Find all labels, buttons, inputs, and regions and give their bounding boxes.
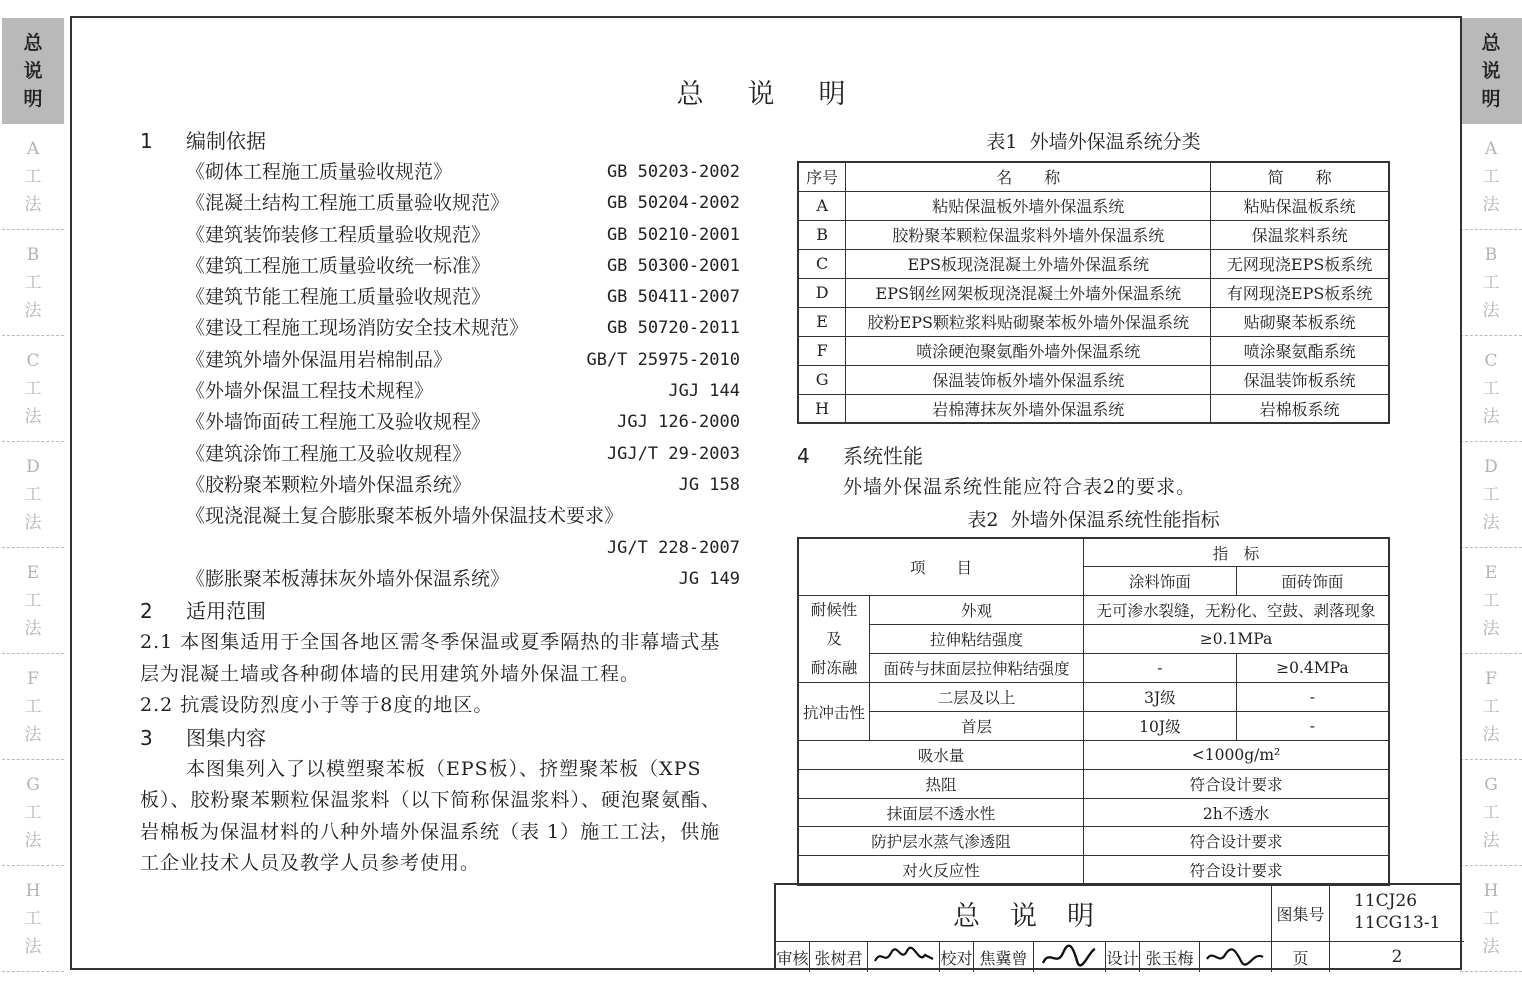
table-cell: G (798, 365, 846, 394)
header-cell: 项 目 (798, 538, 1084, 596)
section-tab-left-4[interactable] (2, 442, 64, 548)
scope-paragraph-1: 2.1 本图集适用于全国各地区需冬季保温或夏季隔热的非幕墙式基层为混凝土墙或各种砌体墙的民用建筑外墙外保温工程。 (140, 631, 721, 685)
standard-item (140, 345, 740, 376)
table-row (798, 307, 1389, 336)
standard-name: 《建筑工程施工质量验收统一标准》 (186, 254, 491, 277)
table-cell: 喷涂聚氨酯系统 (1211, 336, 1389, 365)
table-cell: <1000g/m² (1084, 741, 1389, 770)
table-cell: 无网现浇EPS板系统 (1211, 249, 1389, 278)
section-tab-char: F (1485, 668, 1497, 689)
table-cell: 3J级 (1084, 683, 1237, 712)
section-tab-char: E (1484, 562, 1498, 583)
table-cell: 粘贴保温板外墙外保温系统 (846, 191, 1211, 220)
section-tab-char: 法 (24, 194, 42, 215)
header-cell: 涂料饰面 (1084, 567, 1237, 596)
section-tab-char: C (26, 350, 40, 371)
table-row (798, 769, 1389, 798)
review-label: 审核 (776, 942, 810, 972)
section-number: 4 (797, 444, 810, 468)
group-label-weathering (798, 596, 870, 683)
table-cell: 10J级 (1084, 712, 1237, 741)
table-cell: H (798, 394, 846, 423)
section-tab-char: D (26, 456, 40, 477)
section-tab-left-2[interactable] (2, 230, 64, 336)
table-cell: - (1084, 654, 1237, 683)
table-cell: 岩棉板系统 (1211, 394, 1389, 423)
signature-scribble (1203, 945, 1269, 969)
table-cell: D (798, 278, 846, 307)
section-tab-char: 工 (24, 696, 42, 717)
section-tab-left-5[interactable] (2, 548, 64, 654)
standard-name: 《建筑外墙外保温用岩棉制品》 (186, 348, 453, 371)
table-cell: 喷涂硬泡聚氨酯外墙外保温系统 (846, 336, 1211, 365)
table-cell: 2h不透水 (1084, 798, 1389, 827)
section-tab-char: G (26, 774, 40, 795)
standard-code: JGJ/T 29-2003 (606, 443, 740, 464)
table-row (798, 394, 1389, 423)
group-label-line: 耐候性 (810, 601, 858, 620)
section-tab-left-7[interactable] (2, 760, 64, 866)
group-label-impact: 抗冲击性 (798, 683, 870, 741)
section-tab-char: 工 (1482, 484, 1500, 505)
section-tab-char: 明 (23, 87, 43, 110)
table-1-system-classification (797, 161, 1390, 424)
section-tab-char: 法 (1482, 512, 1500, 533)
table-cell: 对火反应性 (798, 856, 1084, 885)
section-tab-left-1[interactable] (2, 124, 64, 230)
table-cell: 拉伸粘结强度 (870, 625, 1084, 654)
table-label: 表1 (986, 131, 1018, 153)
table-cell: EPS板现浇混凝土外墙外保温系统 (846, 249, 1211, 278)
section-tab-char: 法 (24, 830, 42, 851)
header-cell: 序号 (798, 162, 846, 191)
standard-item (140, 564, 740, 595)
header-cell: 名 称 (846, 162, 1211, 191)
table-cell: 胶粉EPS颗粒浆料贴砌聚苯板外墙外保温系统 (846, 307, 1211, 336)
section-tab-char: A (1484, 138, 1498, 159)
table-row (798, 856, 1389, 885)
reviewer-signature (868, 942, 940, 972)
table-row (798, 220, 1389, 249)
check-label: 校对 (940, 942, 974, 972)
section-tab-char: 工 (1482, 908, 1500, 929)
contents-paragraph: 本图集列入了以模塑聚苯板（EPS板）、挤塑聚苯板（XPS板）、胶粉聚苯颗粒保温浆料（以下简称保温浆料）、硬泡聚氨酯、岩棉板为保温材料的八种外墙外保温系统（表 1）施工工法，供施工企业技术人员及教学人员参考使用。 (140, 757, 722, 875)
table-row (798, 249, 1389, 278)
table-row (798, 625, 1389, 654)
table-cell: 无可渗水裂缝，无粉化、空鼓、剥落现象 (1084, 596, 1389, 625)
reviewer-name: 张树君 (810, 942, 868, 972)
standard-code: JG 158 (678, 474, 740, 495)
section-tab-right-4[interactable] (1460, 442, 1522, 548)
section-3-heading (140, 722, 740, 754)
table-cell: 首层 (870, 712, 1084, 741)
section-tab-char: H (1483, 880, 1499, 901)
section-number: 1 (140, 129, 153, 153)
table-2-caption (797, 505, 1390, 532)
standard-item (140, 533, 740, 564)
table-cell: 面砖与抹面层拉伸粘结强度 (870, 654, 1084, 683)
section-tab-char: 工 (24, 166, 42, 187)
standard-item (140, 157, 740, 188)
section-tab-right-6[interactable] (1460, 654, 1522, 760)
section-tab-char: 工 (1482, 378, 1500, 399)
section-tab-char: F (27, 668, 39, 689)
standard-code: GB 50300-2001 (606, 255, 740, 276)
table-cell: - (1236, 683, 1389, 712)
table-cell: 胶粉聚苯颗粒保温浆料外墙外保温系统 (846, 220, 1211, 249)
section-tab-char: 法 (24, 406, 42, 427)
section-tab-char: A (26, 138, 40, 159)
section-tab-char: 法 (1482, 830, 1500, 851)
atlas-number-line: 11CG13-1 (1354, 913, 1441, 933)
standard-item (140, 376, 740, 407)
page-label: 页 (1272, 941, 1330, 972)
standard-name: 《现浇混凝土复合膨胀聚苯板外墙外保温技术要求》 (186, 505, 624, 528)
table-cell: 保温装饰板系统 (1211, 365, 1389, 394)
standard-code: GB 50411-2007 (606, 287, 740, 308)
standard-code: JGJ 144 (668, 381, 740, 402)
section-tab-right-3[interactable] (1460, 336, 1522, 442)
table-cell: F (798, 336, 846, 365)
section-tab-char: 总 (23, 31, 43, 54)
section-number: 3 (140, 725, 153, 750)
section-tab-char: 工 (1482, 802, 1500, 823)
standard-name: 《膨胀聚苯板薄抹灰外墙外保温系统》 (186, 567, 510, 590)
title-block (774, 883, 1462, 970)
section-tab-char: 说 (1481, 59, 1501, 82)
table-header-row (798, 162, 1389, 191)
table-row (798, 278, 1389, 307)
group-label-line: 耐冻融 (810, 658, 858, 677)
section-tab-char: 工 (24, 272, 42, 293)
standard-code: JGJ 126-2000 (617, 412, 740, 433)
table-cell: 二层及以上 (870, 683, 1084, 712)
section-tab-char: 明 (1481, 87, 1501, 110)
title-block-name: 总说明 (776, 885, 1272, 941)
standard-name: 《外墙饰面砖工程施工及验收规程》 (186, 411, 491, 434)
table-row (798, 191, 1389, 220)
section-tab-right-7[interactable] (1460, 760, 1522, 866)
standard-name: 《建筑涂饰工程施工及验收规程》 (186, 442, 472, 465)
designer-name: 张玉梅 (1140, 942, 1200, 972)
table-row (798, 538, 1389, 567)
section-1-heading (140, 125, 740, 157)
section-tab-char: E (26, 562, 40, 583)
standard-code: JG/T 228-2007 (606, 537, 740, 558)
table-cell: 热阻 (798, 769, 1084, 798)
section-tab-char: 总 (1481, 31, 1501, 54)
standard-item (140, 313, 740, 344)
section-tab-char: 法 (24, 618, 42, 639)
section-tab-char: 工 (24, 908, 42, 929)
group-label-line: 及 (826, 629, 842, 648)
section-tab-char: 说 (23, 59, 43, 82)
section-tab-right-1[interactable] (1460, 124, 1522, 230)
standard-name: 《建设工程施工现场消防安全技术规范》 (186, 317, 529, 340)
checker-name: 焦冀曾 (974, 942, 1034, 972)
table-cell: 符合设计要求 (1084, 827, 1389, 856)
section-tab-char: 法 (1482, 300, 1500, 321)
table-cell: 有网现浇EPS板系统 (1211, 278, 1389, 307)
standard-code: GB 50203-2002 (606, 162, 740, 182)
section-tab-char: 法 (1482, 406, 1500, 427)
performance-paragraph: 外墙外保温系统性能应符合表2的要求。 (843, 476, 1197, 498)
page-title: 总说明 (676, 79, 890, 110)
section-tab-char: B (26, 244, 40, 265)
section-tab-char: B (1484, 244, 1498, 265)
section-tab-char: 工 (24, 590, 42, 611)
section-tab-left-3[interactable] (2, 336, 64, 442)
standard-item (140, 407, 740, 438)
standard-code: GB 50210-2001 (606, 224, 740, 245)
section-title: 编制依据 (186, 129, 266, 153)
atlas-number-label: 图集号 (1272, 885, 1330, 941)
table-row (798, 798, 1389, 827)
section-tab-char: C (1484, 350, 1498, 371)
section-tab-right-5[interactable] (1460, 548, 1522, 654)
table-cell: 保温装饰板外墙外保温系统 (846, 365, 1211, 394)
standard-item (140, 470, 740, 501)
table-row (798, 683, 1389, 712)
signature-scribble (871, 945, 937, 969)
table-2-performance-indices (797, 537, 1390, 886)
section-tab-char: 法 (24, 300, 42, 321)
table-cell: E (798, 307, 846, 336)
page-number: 2 (1330, 941, 1464, 972)
section-tab-left-6[interactable] (2, 654, 64, 760)
standard-item (140, 282, 740, 313)
design-label: 设计 (1106, 942, 1140, 972)
section-tab-left-8[interactable] (2, 866, 64, 972)
section-tab-char: 法 (24, 512, 42, 533)
standard-code: GB 50720-2011 (606, 318, 740, 339)
section-tab-char: 法 (24, 936, 42, 957)
section-tab-char: 法 (24, 724, 42, 745)
header-cell: 简 称 (1211, 162, 1389, 191)
table-cell: 外观 (870, 596, 1084, 625)
table-title: 外墙外保温系统分类 (1029, 131, 1201, 153)
standard-name: 《建筑节能工程施工质量验收规范》 (186, 286, 491, 309)
table-cell: 抹面层不透水性 (798, 798, 1084, 827)
table-cell: 岩棉薄抹灰外墙外保温系统 (846, 394, 1211, 423)
right-section-tabs (1460, 18, 1522, 970)
table-row (798, 741, 1389, 770)
standard-name: 《混凝土结构工程施工质量验收规范》 (186, 192, 510, 215)
section-tab-char: H (25, 880, 41, 901)
standard-code: GB 50204-2002 (606, 193, 740, 214)
table-cell: 保温浆料系统 (1211, 220, 1389, 249)
standard-item (140, 501, 740, 532)
table-cell: 贴砌聚苯板系统 (1211, 307, 1389, 336)
table-row (798, 365, 1389, 394)
table-title: 外墙外保温系统性能指标 (1010, 509, 1220, 531)
table-cell: ≥0.1MPa (1084, 625, 1389, 654)
standard-item (140, 439, 740, 470)
table-row (798, 654, 1389, 683)
table-row (798, 336, 1389, 365)
header-cell: 面砖饰面 (1236, 567, 1389, 596)
section-tab-char: 法 (1482, 936, 1500, 957)
standard-name: 《外墙外保温工程技术规程》 (186, 380, 434, 403)
section-tab-char: 法 (1482, 618, 1500, 639)
section-title: 适用范围 (186, 599, 266, 624)
section-tab-char: G (1484, 774, 1498, 795)
table-cell: EPS钢丝网架板现浇混凝土外墙外保温系统 (846, 278, 1211, 307)
table-cell: C (798, 249, 846, 278)
section-title: 图集内容 (186, 725, 266, 750)
section-tab-char: 法 (1482, 194, 1500, 215)
table-cell: 符合设计要求 (1084, 856, 1389, 885)
section-tab-char: 工 (24, 802, 42, 823)
section-4 (797, 440, 1397, 504)
left-column (140, 125, 740, 880)
table-cell: - (1236, 712, 1389, 741)
standard-name: 《建筑装饰装修工程质量验收规范》 (186, 223, 491, 246)
scope-paragraph-2: 2.2 抗震设防烈度小于等于8度的地区。 (140, 694, 494, 717)
table-cell: 吸水量 (798, 741, 1084, 770)
table-cell: ≥0.4MPa (1236, 654, 1389, 683)
table-cell: 粘贴保温板系统 (1211, 191, 1389, 220)
standard-code: JG 149 (678, 568, 740, 589)
signature-scribble (1037, 943, 1103, 971)
table-cell: A (798, 191, 846, 220)
standard-item (140, 251, 740, 282)
section-title: 系统性能 (843, 444, 923, 468)
section-tab-char: 工 (1482, 166, 1500, 187)
standards-list (140, 157, 740, 595)
section-tab-right-2[interactable] (1460, 230, 1522, 336)
section-tab-char: 工 (1482, 696, 1500, 717)
section-tab-right-8[interactable] (1460, 866, 1522, 972)
section-tab-char: 工 (1482, 272, 1500, 293)
standard-item (140, 188, 740, 219)
atlas-number (1330, 885, 1464, 941)
section-tab-char: 工 (1482, 590, 1500, 611)
standard-name: 《砌体工程施工质量验收规范》 (186, 161, 453, 183)
section-tab-char: 工 (24, 484, 42, 505)
standard-name: 《胶粉聚苯颗粒外墙外保温系统》 (186, 473, 472, 496)
table-row (798, 712, 1389, 741)
table-row (798, 827, 1389, 856)
designer-signature (1200, 942, 1272, 972)
table-cell: 符合设计要求 (1084, 769, 1389, 798)
checker-signature (1034, 942, 1106, 972)
section-2-heading (140, 595, 740, 627)
signature-row (776, 941, 1272, 972)
table-cell: B (798, 220, 846, 249)
table-label: 表2 (967, 509, 999, 531)
atlas-number-line: 11CJ26 (1354, 891, 1418, 911)
left-section-tabs (2, 18, 64, 970)
table-row (798, 596, 1389, 625)
standard-code: GB/T 25975-2010 (586, 349, 740, 370)
section-number: 2 (140, 599, 153, 624)
table-1-caption (797, 127, 1390, 154)
section-4-heading (797, 440, 1397, 472)
section-tab-char: D (1484, 456, 1498, 477)
standard-item (140, 220, 740, 251)
header-cell: 指 标 (1084, 538, 1389, 567)
table-cell: 防护层水蒸气渗透阻 (798, 827, 1084, 856)
section-tab-char: 法 (1482, 724, 1500, 745)
section-tab-char: 工 (24, 378, 42, 399)
